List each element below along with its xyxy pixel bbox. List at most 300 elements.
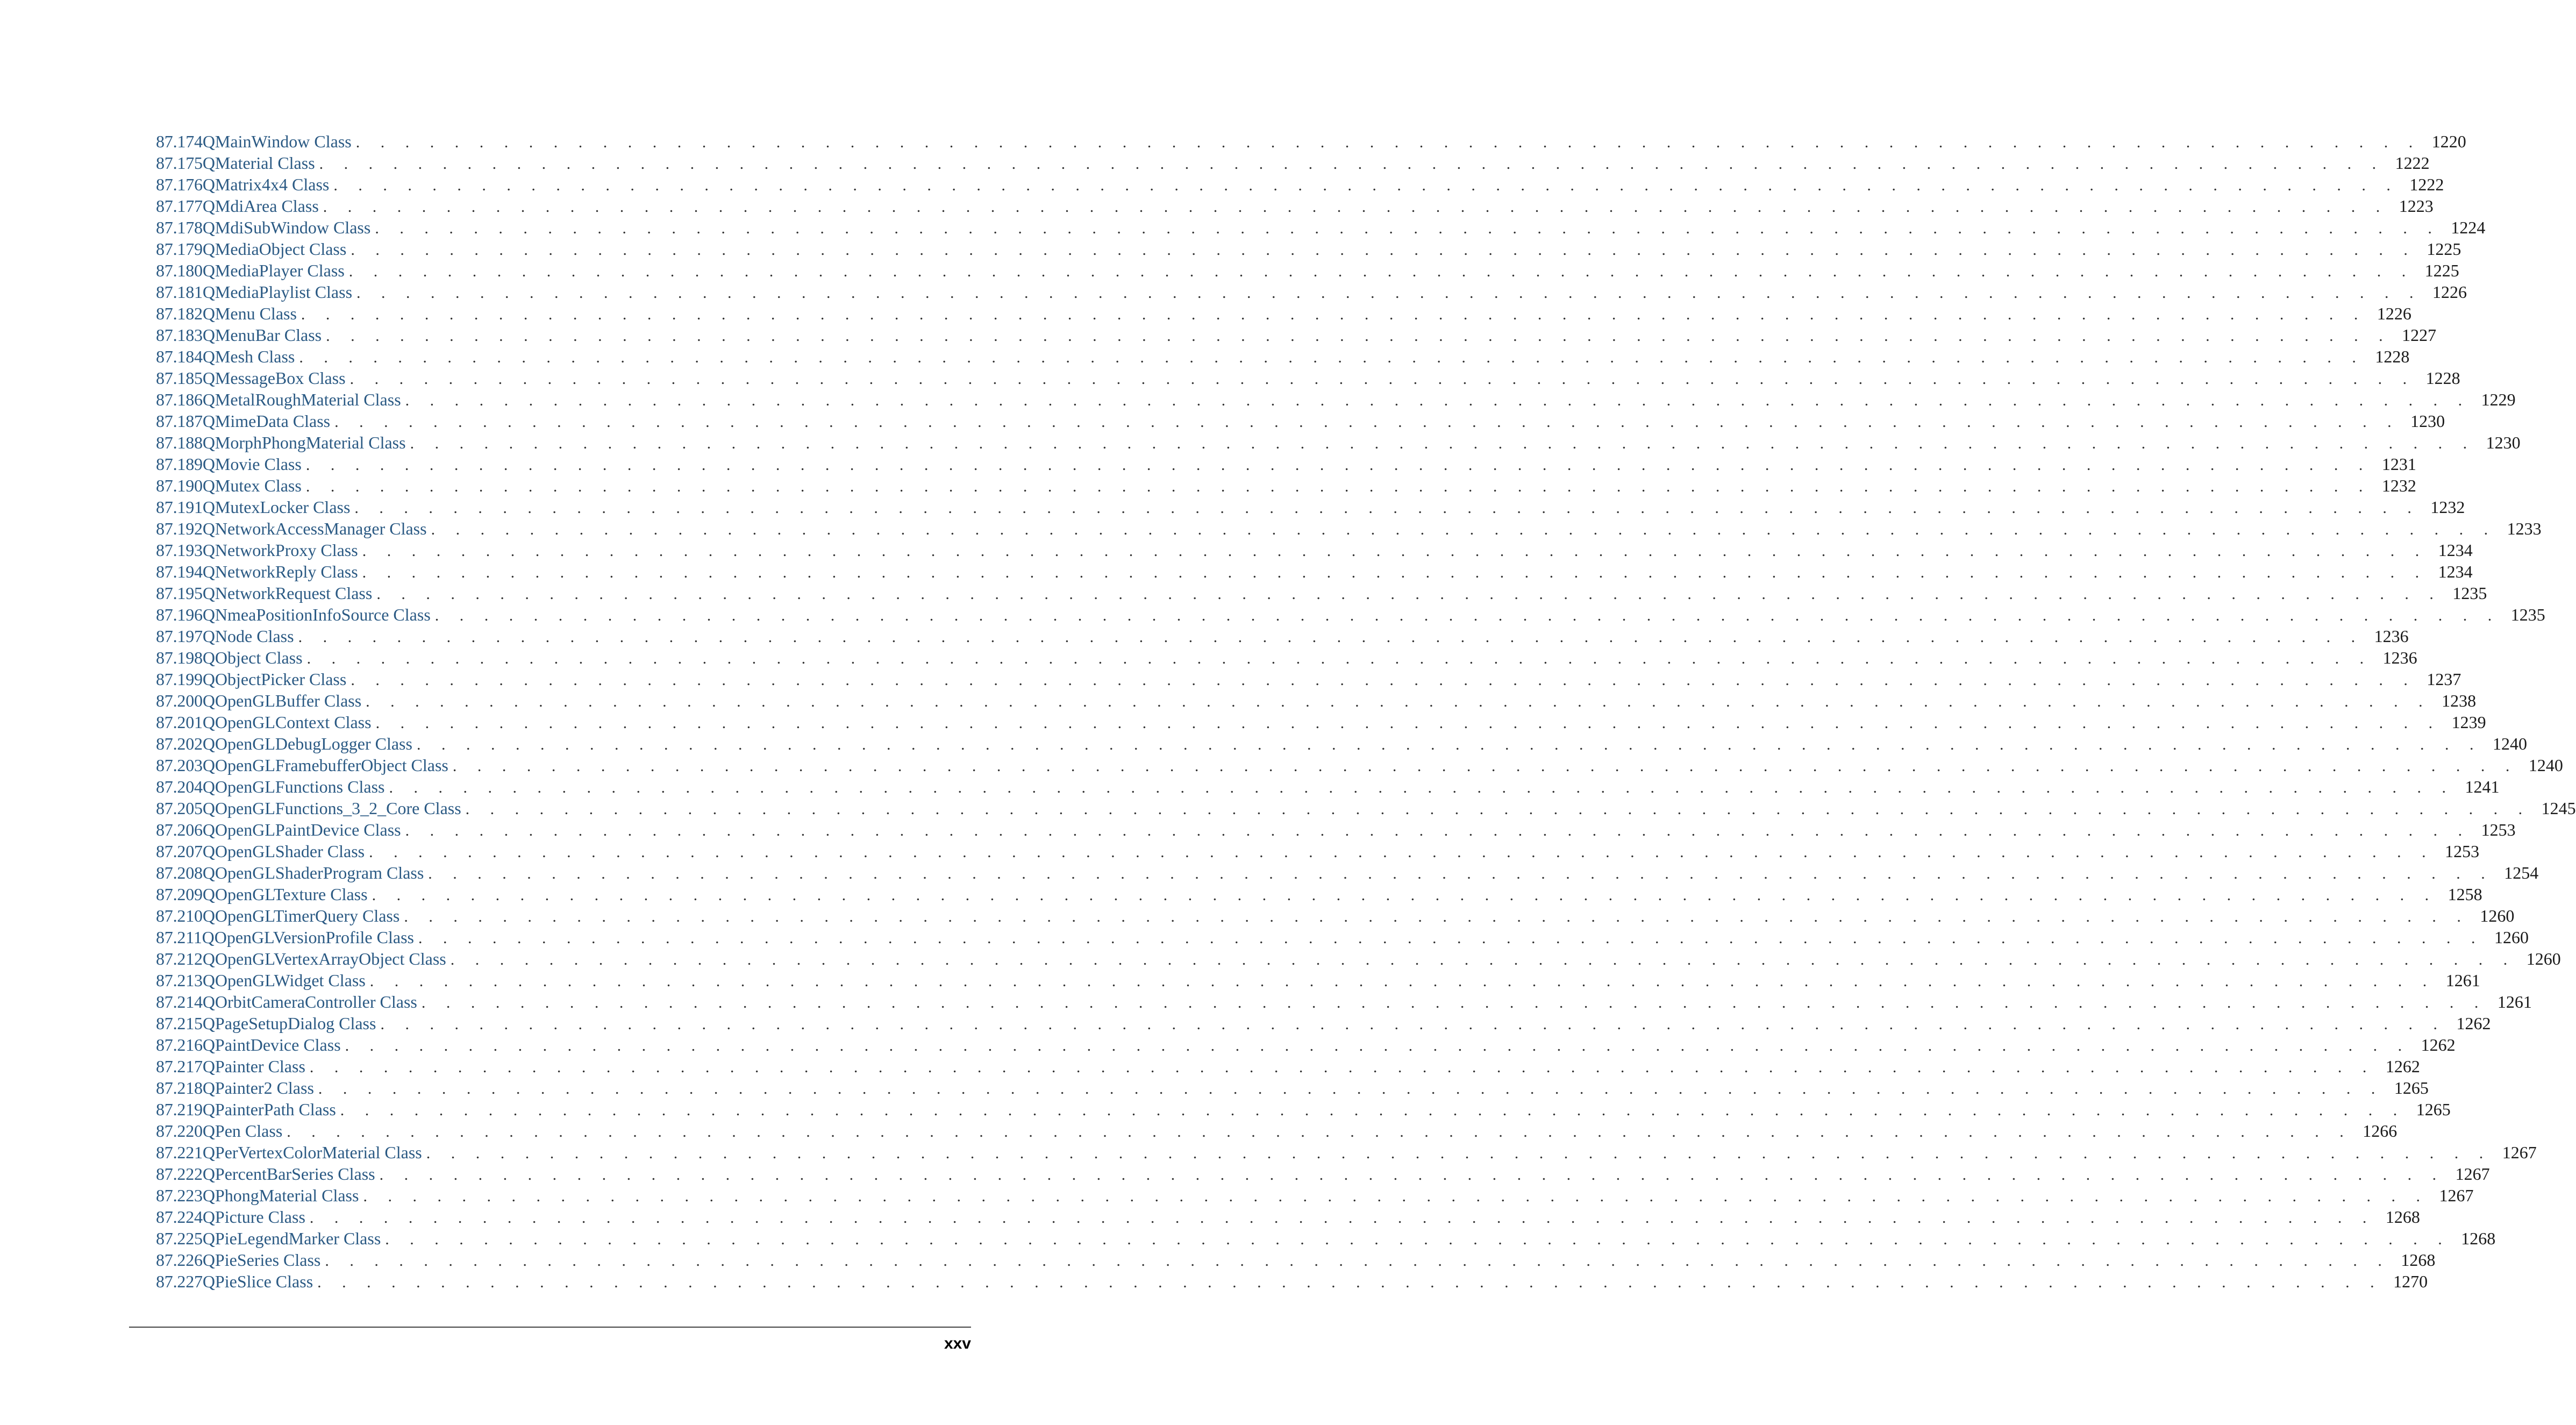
toc-entry	[156, 389, 2516, 410]
section-number: 87.184	[156, 347, 203, 366]
dot-leader: . . . . . . . . . . . . . . . . . . . . . . . . . . . . . . . . . . . . . . . . . . . . . . . . . . . . . . . . . . . . . . . . . . . . . . . . . . . . . . . . . . . .	[334, 413, 2400, 431]
section-number: 87.198	[156, 648, 203, 667]
section-number: 87.208	[156, 863, 203, 882]
dot-leader: . . . . . . . . . . . . . . . . . . . . . . . . . . . . . . . . . . . . . . . . . . . . . . . . . . . . . . . . . . . . . . . . . . . . . . . . . . . . . . . . . . . .	[379, 1166, 2445, 1184]
section-title: QMainWindow Class	[202, 132, 352, 151]
toc-entry-link[interactable]	[156, 281, 352, 303]
section-title: QOpenGLTimerQuery Class	[202, 906, 400, 925]
toc-entry	[156, 754, 2563, 776]
page-reference[interactable]: 1229	[2481, 390, 2516, 409]
section-title: QOpenGLBuffer Class	[202, 691, 362, 710]
page-reference[interactable]: 1254	[2504, 863, 2539, 882]
section-number: 87.177	[156, 196, 203, 216]
dot-leader: . . . . . . . . . . . . . . . . . . . . . . . . . . . . . . . . . . . . . . . . . . . . . . . . . . . . . . . . . . . . . . . . . . . . . . . . . . . . . . . . . . . .	[428, 865, 2494, 882]
section-title: QNetworkReply Class	[202, 562, 358, 581]
dot-leader: . . . . . . . . . . . . . . . . . . . . . . . . . . . . . . . . . . . . . . . . . . . . . . . . . . . . . . . . . . . . . . . . . . . . . . . . . . . . . . . . . . . .	[369, 972, 2435, 990]
page-reference[interactable]: 1268	[2401, 1250, 2436, 1270]
section-title: QPicture Class	[202, 1207, 305, 1227]
toc-entry-link[interactable]	[156, 1249, 320, 1271]
dot-leader: . . . . . . . . . . . . . . . . . . . . . . . . . . . . . . . . . . . . . . . . . . . . . . . . . . . . . . . . . . . . . . . . . . . . . . . . . . . . . . . . . . . .	[366, 693, 2431, 710]
dot-leader: . . . . . . . . . . . . . . . . . . . . . . . . . . . . . . . . . . . . . . . . . . . . . . . . . . . . . . . . . . . . . . . . . . . . . . . . . . . . . . . . . . . .	[375, 714, 2441, 732]
toc-entry	[156, 733, 2527, 754]
section-number: 87.218	[156, 1078, 203, 1098]
section-title: QObjectPicker Class	[202, 669, 347, 689]
section-title: QMdiArea Class	[202, 196, 319, 216]
toc-entry-link[interactable]	[156, 410, 330, 432]
toc-entry	[156, 217, 2486, 238]
toc-entry	[156, 862, 2539, 884]
section-number: 87.201	[156, 712, 203, 732]
toc-entry-link[interactable]	[156, 625, 294, 647]
page-reference[interactable]: 1253	[2445, 842, 2480, 861]
dot-leader: . . . . . . . . . . . . . . . . . . . . . . . . . . . . . . . . . . . . . . . . . . . . . . . . . . . . . . . . . . . . . . . . . . . . . . . . . . . . . . . . . . . .	[326, 327, 2392, 345]
toc-entry	[156, 152, 2430, 174]
section-number: 87.197	[156, 626, 203, 646]
page-reference[interactable]: 1260	[2494, 928, 2529, 947]
section-title: QPieSlice Class	[202, 1272, 313, 1291]
dot-leader: . . . . . . . . . . . . . . . . . . . . . . . . . . . . . . . . . . . . . . . . . . . . . . . . . . . . . . . . . . . . . . . . . . . . . . . . . . . . . . . . . . . .	[351, 241, 2416, 259]
page-reference[interactable]: 1265	[2416, 1100, 2451, 1119]
section-number: 87.183	[156, 325, 203, 345]
section-number: 87.224	[156, 1207, 203, 1227]
toc-entry-link[interactable]	[156, 905, 399, 927]
toc-entry	[156, 238, 2461, 260]
toc-entry	[156, 324, 2437, 346]
page-reference[interactable]: 1261	[2497, 992, 2532, 1011]
page-reference[interactable]: 1235	[2452, 583, 2487, 603]
dot-leader: . . . . . . . . . . . . . . . . . . . . . . . . . . . . . . . . . . . . . . . . . . . . . . . . . . . . . . . . . . . . . . . . . . . . . . . . . . . . . . . . . . . .	[375, 219, 2441, 237]
toc-entry	[156, 668, 2461, 690]
section-number: 87.219	[156, 1100, 203, 1119]
toc-entry-link[interactable]	[156, 840, 365, 862]
section-number: 87.188	[156, 433, 203, 452]
page-reference[interactable]: 1228	[2425, 368, 2460, 388]
dot-leader: . . . . . . . . . . . . . . . . . . . . . . . . . . . . . . . . . . . . . . . . . . . . . . . . . . . . . . . . . . . . . . . . . . . . . . . . . . . . . . . . . . . .	[363, 1187, 2429, 1205]
toc-entry	[156, 174, 2444, 195]
toc-entry	[156, 346, 2410, 367]
section-number: 87.217	[156, 1057, 203, 1076]
section-number: 87.222	[156, 1164, 203, 1184]
toc-entry-link[interactable]	[156, 174, 329, 195]
toc-entry	[156, 367, 2460, 389]
dot-leader: . . . . . . . . . . . . . . . . . . . . . . . . . . . . . . . . . . . . . . . . . . . . . . . . . . . . . . . . . . . . . . . . . . . . . . . . . . . . . . . . . . . .	[351, 671, 2416, 689]
section-title: QOpenGLFunctions Class	[202, 777, 385, 796]
page-reference[interactable]: 1267	[2439, 1186, 2474, 1205]
section-number: 87.215	[156, 1014, 203, 1033]
section-title: QMediaPlayer Class	[202, 261, 345, 280]
page-reference[interactable]: 1240	[2492, 734, 2527, 753]
section-title: QOpenGLShader Class	[202, 842, 365, 861]
section-title: QPainter2 Class	[202, 1078, 314, 1098]
toc-entry-link[interactable]	[156, 1099, 336, 1120]
toc-entry	[156, 1034, 2456, 1056]
toc-entry-link[interactable]	[156, 475, 302, 496]
toc-entry	[156, 1271, 2428, 1292]
page-reference[interactable]: 1231	[2381, 454, 2416, 474]
dot-leader: . . . . . . . . . . . . . . . . . . . . . . . . . . . . . . . . . . . . . . . . . . . . . . . . . . . . . . . . . . . . . . . . . . . . . . . . . . . . . . . . . . . .	[299, 348, 2365, 366]
toc-entry-link[interactable]	[156, 733, 412, 754]
page-reference[interactable]: 1224	[2451, 218, 2486, 237]
toc-entry-link[interactable]	[156, 303, 297, 324]
dot-leader: . . . . . . . . . . . . . . . . . . . . . . . . . . . . . . . . . . . . . . . . . . . . . . . . . . . . . . . . . . . . . . . . . . . . . . . . . . . . . . . . . . . .	[376, 585, 2442, 603]
page-reference[interactable]: 1270	[2393, 1272, 2428, 1291]
section-number: 87.227	[156, 1272, 203, 1291]
page-reference[interactable]: 1245	[2541, 799, 2576, 818]
section-title: QNmeaPositionInfoSource Class	[202, 605, 431, 624]
dot-leader: . . . . . . . . . . . . . . . . . . . . . . . . . . . . . . . . . . . . . . . . . . . . . . . . . . . . . . . . . . . . . . . . . . . . . . . . . . . . . . . . . . . .	[333, 176, 2399, 194]
dot-leader: . . . . . . . . . . . . . . . . . . . . . . . . . . . . . . . . . . . . . . . . . . . . . . . . . . . . . . . . . . . . . . . . . . . . . . . . . . . . . . . . . . . .	[431, 521, 2496, 538]
section-title: QNetworkAccessManager Class	[202, 519, 427, 538]
toc-entry-link[interactable]	[156, 1013, 376, 1034]
dot-leader: . . . . . . . . . . . . . . . . . . . . . . . . . . . . . . . . . . . . . . . . . . . . . . . . . . . . . . . . . . . . . . . . . . . . . . . . . . . . . . . . . . . .	[389, 779, 2454, 796]
section-title: QMorphPhongMaterial Class	[202, 433, 406, 452]
section-title: QOrbitCameraController Class	[202, 992, 417, 1011]
section-number: 87.225	[156, 1229, 203, 1248]
table-of-contents	[156, 131, 2576, 1292]
toc-entry-link[interactable]	[156, 776, 384, 797]
section-number: 87.207	[156, 842, 203, 861]
dot-leader: . . . . . . . . . . . . . . . . . . . . . . . . . . . . . . . . . . . . . . . . . . . . . . . . . . . . . . . . . . . . . . . . . . . . . . . . . . . . . . . . . . . .	[323, 198, 2388, 216]
toc-entry	[156, 539, 2473, 561]
toc-entry	[156, 1206, 2420, 1228]
section-title: QNetworkProxy Class	[202, 540, 358, 560]
toc-entry	[156, 475, 2416, 496]
dot-leader: . . . . . . . . . . . . . . . . . . . . . . . . . . . . . . . . . . . . . . . . . . . . . . . . . . . . . . . . . . . . . . . . . . . . . . . . . . . . . . . . . . . .	[465, 800, 2531, 818]
page-reference[interactable]: 1238	[2442, 691, 2477, 710]
toc-entry-list	[156, 131, 2576, 1292]
section-title: QNetworkRequest Class	[202, 583, 373, 603]
toc-entry-link[interactable]	[156, 238, 346, 260]
toc-entry	[156, 1077, 2429, 1099]
toc-entry-link[interactable]	[156, 496, 350, 518]
section-title: QOpenGLFramebufferObject Class	[202, 756, 448, 775]
section-title: QOpenGLTexture Class	[202, 885, 368, 904]
page-reference[interactable]: 1262	[2456, 1014, 2491, 1033]
dot-leader: . . . . . . . . . . . . . . . . . . . . . . . . . . . . . . . . . . . . . . . . . . . . . . . . . . . . . . . . . . . . . . . . . . . . . . . . . . . . . . . . . . . .	[305, 478, 2371, 495]
toc-entry	[156, 1142, 2537, 1163]
section-number: 87.221	[156, 1143, 203, 1162]
dot-leader: . . . . . . . . . . . . . . . . . . . . . . . . . . . . . . . . . . . . . . . . . . . . . . . . . . . . . . . . . . . . . . . . . . . . . . . . . . . . . . . . . . . .	[309, 1209, 2375, 1227]
toc-entry	[156, 303, 2411, 324]
page-reference[interactable]: 1230	[2410, 411, 2445, 431]
toc-entry	[156, 582, 2487, 604]
toc-entry	[156, 1013, 2491, 1034]
page-reference[interactable]: 1226	[2377, 304, 2411, 323]
toc-entry-link[interactable]	[156, 367, 346, 389]
section-number: 87.193	[156, 540, 203, 560]
section-title: QMesh Class	[202, 347, 295, 366]
dot-leader: . . . . . . . . . . . . . . . . . . . . . . . . . . . . . . . . . . . . . . . . . . . . . . . . . . . . . . . . . . . . . . . . . . . . . . . . . . . . . . . . . . . .	[385, 1230, 2451, 1248]
toc-entry-link[interactable]	[156, 582, 372, 604]
page-reference[interactable]: 1260	[2480, 906, 2515, 925]
dot-leader: . . . . . . . . . . . . . . . . . . . . . . . . . . . . . . . . . . . . . . . . . . . . . . . . . . . . . . . . . . . . . . . . . . . . . . . . . . . . . . . . . . . .	[418, 929, 2484, 947]
toc-entry-link[interactable]	[156, 948, 446, 970]
toc-entry-link[interactable]	[156, 389, 401, 410]
toc-entry-link[interactable]	[156, 970, 366, 991]
section-title: QPageSetupDialog Class	[202, 1014, 376, 1033]
page-reference[interactable]: 1223	[2399, 196, 2434, 216]
toc-entry-link[interactable]	[156, 217, 370, 238]
toc-entry-link[interactable]	[156, 561, 358, 582]
section-number: 87.176	[156, 175, 203, 194]
toc-entry	[156, 948, 2561, 970]
section-number: 87.226	[156, 1250, 203, 1270]
toc-entry-link[interactable]	[156, 1077, 314, 1099]
page-reference[interactable]: 1260	[2526, 949, 2561, 968]
toc-entry	[156, 905, 2515, 927]
section-title: QMatrix4x4 Class	[202, 175, 330, 194]
dot-leader: . . . . . . . . . . . . . . . . . . . . . . . . . . . . . . . . . . . . . . . . . . . . . . . . . . . . . . . . . . . . . . . . . . . . . . . . . . . . . . . . . . . .	[298, 628, 2364, 646]
toc-entry-link[interactable]	[156, 1206, 305, 1228]
page-reference[interactable]: 1225	[2427, 239, 2461, 259]
dot-leader: . . . . . . . . . . . . . . . . . . . . . . . . . . . . . . . . . . . . . . . . . . . . . . . . . . . . . . . . . . . . . . . . . . . . . . . . . . . . . . . . . . . .	[305, 456, 2371, 474]
dot-leader: . . . . . . . . . . . . . . . . . . . . . . . . . . . . . . . . . . . . . . . . . . . . . . . . . . . . . . . . . . . . . . . . . . . . . . . . . . . . . . . . . . . .	[369, 843, 2435, 861]
section-number: 87.186	[156, 390, 203, 409]
section-title: QPhongMaterial Class	[202, 1186, 359, 1205]
section-number: 87.185	[156, 368, 203, 388]
page-reference[interactable]: 1267	[2502, 1143, 2537, 1162]
page-reference[interactable]: 1268	[2461, 1229, 2496, 1248]
section-number: 87.180	[156, 261, 203, 280]
toc-entry-link[interactable]	[156, 927, 414, 948]
section-title: QMenuBar Class	[202, 325, 322, 345]
toc-entry	[156, 561, 2473, 582]
toc-entry-link[interactable]	[156, 1142, 422, 1163]
page-reference[interactable]: 1239	[2451, 712, 2486, 732]
toc-entry-link[interactable]	[156, 539, 358, 561]
toc-entry-link[interactable]	[156, 690, 361, 711]
dot-leader: . . . . . . . . . . . . . . . . . . . . . . . . . . . . . . . . . . . . . . . . . . . . . . . . . . . . . . . . . . . . . . . . . . . . . . . . . . . . . . . . . . . .	[319, 155, 2385, 173]
section-title: QMenu Class	[202, 304, 297, 323]
section-title: QMdiSubWindow Class	[202, 218, 371, 237]
toc-entry	[156, 453, 2416, 475]
section-number: 87.210	[156, 906, 203, 925]
section-number: 87.181	[156, 282, 203, 302]
dot-leader: . . . . . . . . . . . . . . . . . . . . . . . . . . . . . . . . . . . . . . . . . . . . . . . . . . . . . . . . . . . . . . . . . . . . . . . . . . . . . . . . . . . .	[348, 262, 2414, 280]
section-number: 87.199	[156, 669, 203, 689]
toc-entry	[156, 281, 2467, 303]
toc-entry-link[interactable]	[156, 668, 346, 690]
toc-entry-link[interactable]	[156, 1228, 381, 1249]
toc-entry-link[interactable]	[156, 432, 406, 453]
section-number: 87.191	[156, 497, 203, 517]
toc-entry-link[interactable]	[156, 1271, 313, 1292]
dot-leader: . . . . . . . . . . . . . . . . . . . . . . . . . . . . . . . . . . . . . . . . . . . . . . . . . . . . . . . . . . . . . . . . . . . . . . . . . . . . . . . . . . . .	[356, 284, 2422, 302]
toc-entry	[156, 195, 2434, 217]
page-reference[interactable]: 1225	[2424, 261, 2459, 280]
section-title: QMimeData Class	[202, 411, 331, 431]
toc-entry-link[interactable]	[156, 260, 345, 281]
section-title: QOpenGLFunctions_3_2_Core Class	[202, 799, 461, 818]
section-title: QObject Class	[202, 648, 303, 667]
dot-leader: . . . . . . . . . . . . . . . . . . . . . . . . . . . . . . . . . . . . . . . . . . . . . . . . . . . . . . . . . . . . . . . . . . . . . . . . . . . . . . . . . . . .	[325, 1252, 2391, 1270]
page-reference[interactable]: 1262	[2385, 1057, 2420, 1076]
page-reference[interactable]: 1262	[2421, 1035, 2456, 1054]
page-reference[interactable]: 1222	[2409, 175, 2444, 194]
section-number: 87.190	[156, 476, 203, 495]
section-title: QPaintDevice Class	[202, 1035, 341, 1054]
page-reference[interactable]: 1258	[2447, 885, 2482, 904]
section-title: QMediaPlaylist Class	[202, 282, 353, 302]
dot-leader: . . . . . . . . . . . . . . . . . . . . . . . . . . . . . . . . . . . . . . . . . . . . . . . . . . . . . . . . . . . . . . . . . . . . . . . . . . . . . . . . . . . .	[306, 650, 2372, 667]
section-title: QPercentBarSeries Class	[202, 1164, 375, 1184]
toc-entry-link[interactable]	[156, 754, 448, 776]
toc-entry	[156, 647, 2417, 668]
page-reference[interactable]: 1240	[2528, 756, 2563, 775]
section-title: QOpenGLDebugLogger Class	[202, 734, 412, 753]
section-number: 87.211	[156, 928, 202, 947]
section-number: 87.209	[156, 885, 203, 904]
section-number: 87.182	[156, 304, 203, 323]
page-reference[interactable]: 1261	[2445, 971, 2480, 990]
page-reference[interactable]: 1265	[2394, 1078, 2429, 1098]
section-title: QNode Class	[202, 626, 294, 646]
section-number: 87.213	[156, 971, 203, 990]
section-number: 87.178	[156, 218, 203, 237]
section-title: QOpenGLContext Class	[202, 712, 372, 732]
dot-leader: . . . . . . . . . . . . . . . . . . . . . . . . . . . . . . . . . . . . . . . . . . . . . . . . . . . . . . . . . . . . . . . . . . . . . . . . . . . . . . . . . . . .	[421, 994, 2487, 1011]
page-reference[interactable]: 1227	[2402, 325, 2437, 345]
page-reference[interactable]: 1232	[2381, 476, 2416, 495]
toc-entry-link[interactable]	[156, 131, 352, 152]
dot-leader: . . . . . . . . . . . . . . . . . . . . . . . . . . . . . . . . . . . . . . . . . . . . . . . . . . . . . . . . . . . . . . . . . . . . . . . . . . . . . . . . . . . .	[318, 1080, 2384, 1098]
toc-entry-link[interactable]	[156, 195, 319, 217]
toc-entry-link[interactable]	[156, 1163, 375, 1185]
toc-entry	[156, 884, 2482, 905]
section-number: 87.206	[156, 820, 203, 839]
toc-entry-link[interactable]	[156, 647, 303, 668]
dot-leader: . . . . . . . . . . . . . . . . . . . . . . . . . . . . . . . . . . . . . . . . . . . . . . . . . . . . . . . . . . . . . . . . . . . . . . . . . . . . . . . . . . . .	[426, 1144, 2492, 1162]
dot-leader: . . . . . . . . . . . . . . . . . . . . . . . . . . . . . . . . . . . . . . . . . . . . . . . . . . . . . . . . . . . . . . . . . . . . . . . . . . . . . . . . . . . .	[354, 499, 2420, 517]
section-number: 87.179	[156, 239, 203, 259]
toc-entry	[156, 970, 2480, 991]
section-title: QMutexLocker Class	[202, 497, 351, 517]
section-number: 87.187	[156, 411, 203, 431]
toc-entry	[156, 496, 2465, 518]
toc-entry	[156, 776, 2500, 797]
page-reference[interactable]: 1222	[2395, 153, 2430, 173]
toc-entry	[156, 991, 2532, 1013]
dot-leader: . . . . . . . . . . . . . . . . . . . . . . . . . . . . . . . . . . . . . . . . . . . . . . . . . . . . . . . . . . . . . . . . . . . . . . . . . . . . . . . . . . . .	[317, 1273, 2383, 1291]
section-number: 87.202	[156, 734, 203, 753]
section-title: QOpenGLShaderProgram Class	[202, 863, 424, 882]
section-title: QPieLegendMarker Class	[202, 1229, 381, 1248]
toc-entry	[156, 819, 2516, 840]
dot-leader: . . . . . . . . . . . . . . . . . . . . . . . . . . . . . . . . . . . . . . . . . . . . . . . . . . . . . . . . . . . . . . . . . . . . . . . . . . . . . . . . . . . .	[345, 1037, 2410, 1054]
toc-entry-link[interactable]	[156, 346, 295, 367]
dot-leader: . . . . . . . . . . . . . . . . . . . . . . . . . . . . . . . . . . . . . . . . . . . . . . . . . . . . . . . . . . . . . . . . . . . . . . . . . . . . . . . . . . . .	[340, 1101, 2406, 1119]
page-reference[interactable]: 1232	[2430, 497, 2465, 517]
dot-leader: . . . . . . . . . . . . . . . . . . . . . . . . . . . . . . . . . . . . . . . . . . . . . . . . . . . . . . . . . . . . . . . . . . . . . . . . . . . . . . . . . . . .	[416, 736, 2482, 753]
toc-entry	[156, 1163, 2490, 1185]
toc-entry	[156, 1099, 2451, 1120]
toc-entry-link[interactable]	[156, 453, 302, 475]
page-reference[interactable]: 1253	[2481, 820, 2516, 839]
section-number: 87.212	[156, 949, 203, 968]
toc-entry-link[interactable]	[156, 1034, 341, 1056]
dot-leader: . . . . . . . . . . . . . . . . . . . . . . . . . . . . . . . . . . . . . . . . . . . . . . . . . . . . . . . . . . . . . . . . . . . . . . . . . . . . . . . . . . . .	[355, 133, 2421, 151]
toc-entry-link[interactable]	[156, 604, 431, 625]
page-reference[interactable]: 1234	[2438, 562, 2473, 581]
dot-leader: . . . . . . . . . . . . . . . . . . . . . . . . . . . . . . . . . . . . . . . . . . . . . . . . . . . . . . . . . . . . . . . . . . . . . . . . . . . . . . . . . . . .	[452, 757, 2518, 775]
toc-entry-link[interactable]	[156, 991, 417, 1013]
page-reference[interactable]: 1268	[2385, 1207, 2420, 1227]
section-number: 87.174	[156, 132, 203, 151]
toc-entry	[156, 927, 2529, 948]
page-reference[interactable]: 1241	[2465, 777, 2500, 796]
section-title: QPainter Class	[202, 1057, 305, 1076]
toc-entry-link[interactable]	[156, 518, 427, 539]
page-reference[interactable]: 1226	[2432, 282, 2467, 302]
toc-entry-link[interactable]	[156, 1185, 359, 1206]
section-number: 87.200	[156, 691, 203, 710]
toc-entry-link[interactable]	[156, 819, 401, 840]
section-number: 87.194	[156, 562, 203, 581]
dot-leader: . . . . . . . . . . . . . . . . . . . . . . . . . . . . . . . . . . . . . . . . . . . . . . . . . . . . . . . . . . . . . . . . . . . . . . . . . . . . . . . . . . . .	[405, 822, 2471, 839]
section-number: 87.196	[156, 605, 203, 624]
dot-leader: . . . . . . . . . . . . . . . . . . . . . . . . . . . . . . . . . . . . . . . . . . . . . . . . . . . . . . . . . . . . . . . . . . . . . . . . . . . . . . . . . . . .	[404, 908, 2470, 925]
dot-leader: . . . . . . . . . . . . . . . . . . . . . . . . . . . . . . . . . . . . . . . . . . . . . . . . . . . . . . . . . . . . . . . . . . . . . . . . . . . . . . . . . . . .	[410, 434, 2475, 452]
section-number: 87.192	[156, 519, 203, 538]
dot-leader: . . . . . . . . . . . . . . . . . . . . . . . . . . . . . . . . . . . . . . . . . . . . . . . . . . . . . . . . . . . . . . . . . . . . . . . . . . . . . . . . . . . .	[434, 607, 2500, 624]
toc-entry-link[interactable]	[156, 1120, 282, 1142]
section-number: 87.205	[156, 799, 203, 818]
page-reference[interactable]: 1233	[2507, 519, 2542, 538]
toc-entry-link[interactable]	[156, 1056, 305, 1077]
toc-entry	[156, 1228, 2496, 1249]
page-reference[interactable]: 1228	[2375, 347, 2410, 366]
section-title: QPen Class	[202, 1121, 283, 1141]
section-title: QMediaObject Class	[202, 239, 347, 259]
toc-entry	[156, 1249, 2436, 1271]
section-number: 87.189	[156, 454, 203, 474]
dot-leader: . . . . . . . . . . . . . . . . . . . . . . . . . . . . . . . . . . . . . . . . . . . . . . . . . . . . . . . . . . . . . . . . . . . . . . . . . . . . . . . . . . . .	[380, 1015, 2446, 1033]
page-reference[interactable]: 1237	[2427, 669, 2461, 689]
section-number: 87.216	[156, 1035, 203, 1054]
section-number: 87.195	[156, 583, 203, 603]
section-number: 87.175	[156, 153, 203, 173]
page-reference[interactable]: 1267	[2455, 1164, 2490, 1184]
toc-entry-link[interactable]	[156, 152, 315, 174]
section-title: QMetalRoughMaterial Class	[202, 390, 401, 409]
page-reference[interactable]: 1234	[2438, 540, 2473, 560]
toc-entry-link[interactable]	[156, 797, 461, 819]
toc-entry-link[interactable]	[156, 711, 372, 733]
dot-leader: . . . . . . . . . . . . . . . . . . . . . . . . . . . . . . . . . . . . . . . . . . . . . . . . . . . . . . . . . . . . . . . . . . . . . . . . . . . . . . . . . . . .	[362, 542, 2428, 560]
page-reference[interactable]: 1235	[2510, 605, 2545, 624]
toc-entry	[156, 518, 2542, 539]
toc-entry-link[interactable]	[156, 862, 424, 884]
dot-leader: . . . . . . . . . . . . . . . . . . . . . . . . . . . . . . . . . . . . . . . . . . . . . . . . . . . . . . . . . . . . . . . . . . . . . . . . . . . . . . . . . . . .	[372, 886, 2437, 904]
toc-entry-link[interactable]	[156, 884, 368, 905]
toc-entry-link[interactable]	[156, 324, 322, 346]
section-title: QPieSeries Class	[202, 1250, 321, 1270]
section-title: QPerVertexColorMaterial Class	[202, 1143, 422, 1162]
page-reference[interactable]: 1236	[2374, 626, 2409, 646]
toc-entry	[156, 840, 2480, 862]
dot-leader: . . . . . . . . . . . . . . . . . . . . . . . . . . . . . . . . . . . . . . . . . . . . . . . . . . . . . . . . . . . . . . . . . . . . . . . . . . . . . . . . . . . .	[405, 391, 2471, 409]
dot-leader: . . . . . . . . . . . . . . . . . . . . . . . . . . . . . . . . . . . . . . . . . . . . . . . . . . . . . . . . . . . . . . . . . . . . . . . . . . . . . . . . . . . .	[450, 951, 2516, 968]
dot-leader: . . . . . . . . . . . . . . . . . . . . . . . . . . . . . . . . . . . . . . . . . . . . . . . . . . . . . . . . . . . . . . . . . . . . . . . . . . . . . . . . . . . .	[301, 305, 2366, 323]
section-title: QOpenGLVersionProfile Class	[202, 928, 414, 947]
page-reference[interactable]: 1220	[2431, 132, 2466, 151]
toc-entry	[156, 1056, 2420, 1077]
page-reference[interactable]: 1236	[2382, 648, 2417, 667]
page-reference[interactable]: 1230	[2486, 433, 2521, 452]
toc-entry	[156, 690, 2477, 711]
section-title: QMutex Class	[202, 476, 302, 495]
page-reference[interactable]: 1266	[2363, 1121, 2397, 1141]
